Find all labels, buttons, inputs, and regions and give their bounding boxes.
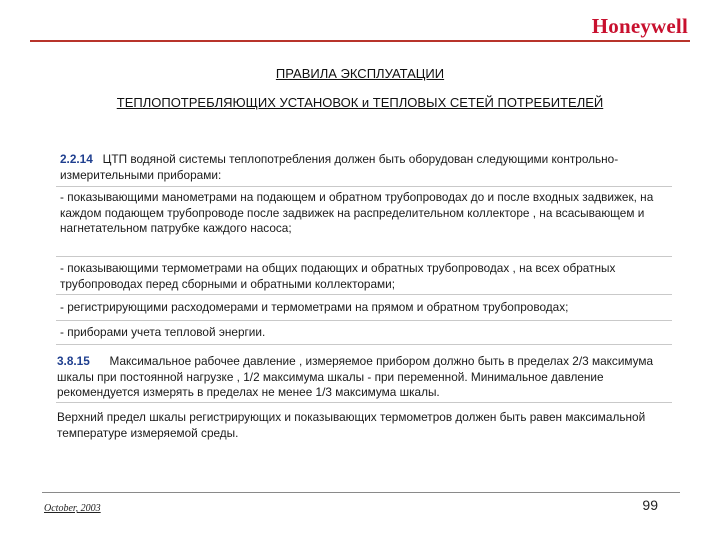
footer-rule [42,492,680,493]
section-text: Максимальное рабочее давление , измеряемое прибором должно быть в пределах 2/3 максимума шкалы при постоянной нагрузке , 1/2 максимума шкалы - при переменной. Минимальное давление рекомендуется измерять в пределах не менее 1/3 максимума шкалы. [57,354,654,399]
brand-logo: Honeywell [591,14,688,38]
document-title-line-1: ПРАВИЛА ЭКСПЛУАТАЦИИ [275,66,445,81]
list-item: - регистрирующими расходомерами и термометрами на прямом и обратном трубопроводах; [60,300,569,314]
page-number: 99 [642,497,658,513]
section-number: 3.8.15 [57,354,90,368]
list-item: - показывающими термометрами на общих подающих и обратных трубопроводах , на всех обратных трубопроводах перед сборными и обратными коллекторами; [60,261,616,291]
footer-date: October, 2003 [44,503,101,514]
divider [56,256,672,257]
list-item: - показывающими манометрами на подающем и обратном трубопроводах до и после входных задвижек, на каждом подающем трубопроводе после задвижек на распределительном коллекторе , на всасывающем и нагнетательном патрубке каждого насоса; [60,190,654,235]
section-3-8-15 [57,354,672,401]
section-text: ЦТП водяной системы теплопотребления должен быть оборудован следующими контрольно- измерительными приборами: [60,152,619,182]
divider [56,344,672,345]
section-paragraph: Верхний предел шкалы регистрирующих и показывающих термометров должен быть равен максимальной температуре измеряемой среды. [57,410,646,440]
divider [56,320,672,321]
document-title-line-2: ТЕПЛОПОТРЕБЛЯЮЩИХ УСТАНОВОК и ТЕПЛОВЫХ СЕТЕЙ ПОТРЕБИТЕЛЕЙ [116,95,604,110]
divider [56,186,672,187]
divider [56,294,672,295]
section-2-2-14 [60,152,672,183]
header-rule [30,40,690,42]
list-item: - приборами учета тепловой энергии. [60,325,266,339]
section-number: 2.2.14 [60,152,93,166]
divider [56,402,672,403]
